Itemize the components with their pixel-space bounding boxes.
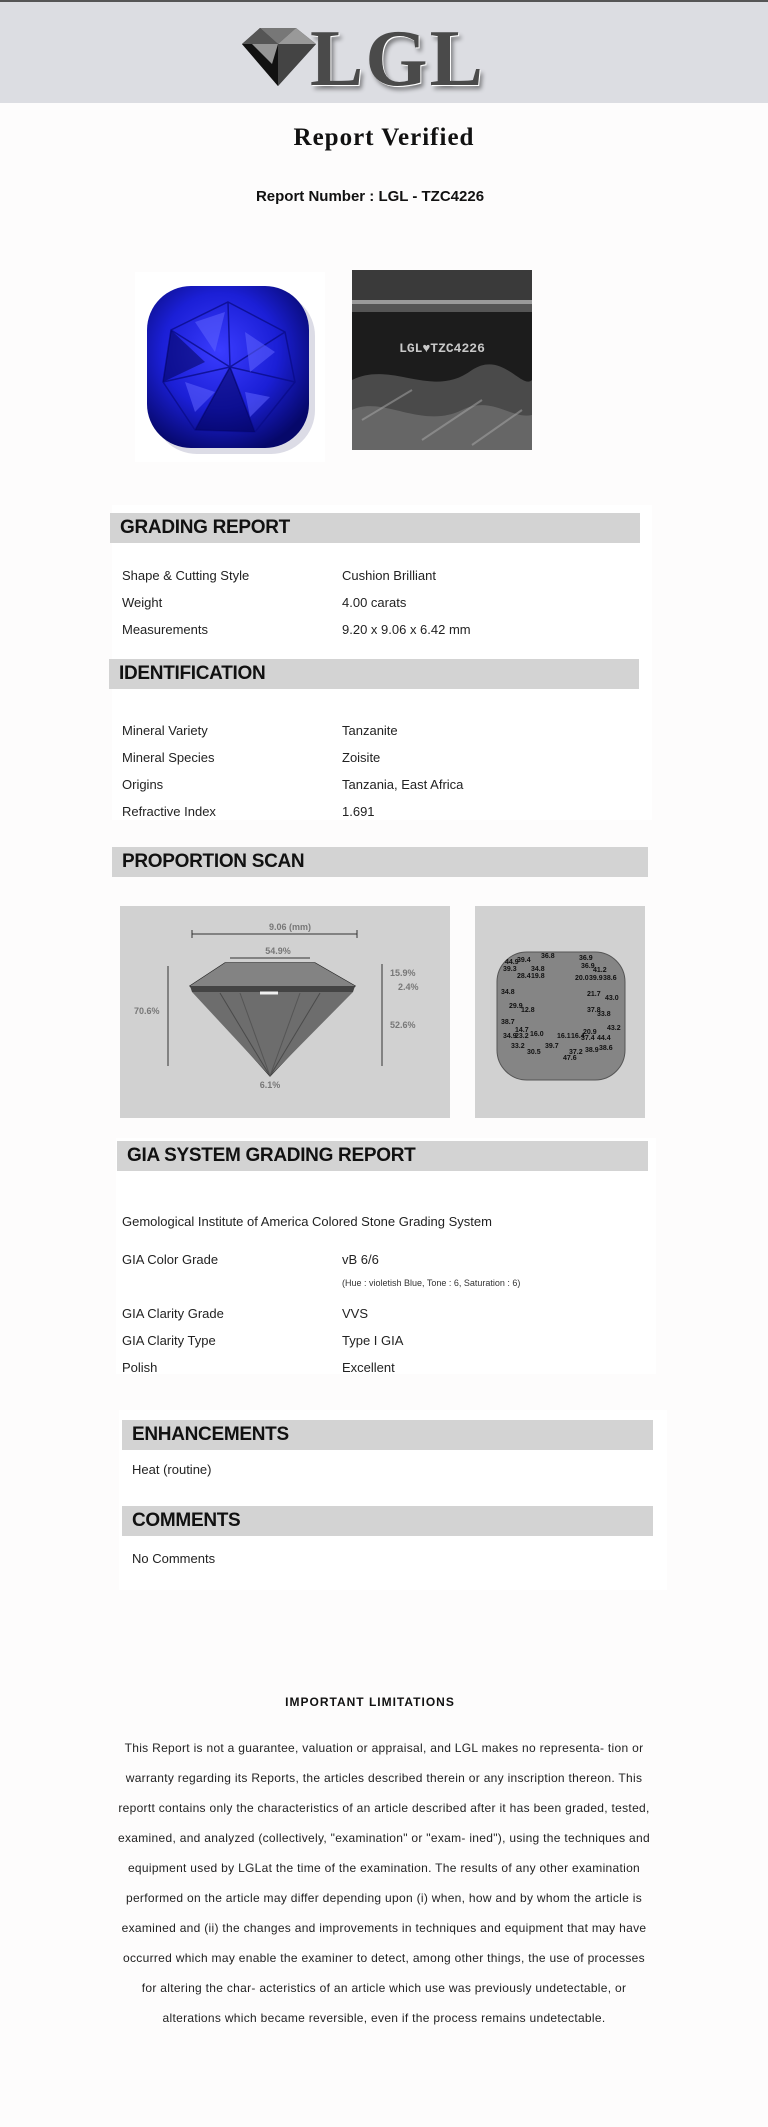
facet-reading: 43.0: [605, 995, 619, 1002]
facet-reading: 37.8: [587, 1007, 601, 1014]
limitations-text: This Report is not a guarantee, valuation or appraisal, and LGL makes no representa- tion or warranty regarding its Reports, the articles described therein or any inscription thereon. This reportt contains only the characteristics of an article described after it has been graded, tested, examined, and analyzed (collectively, "examination" or "exam- ined"), using the techniques and equipment used by LGLat the time of the examination. The results of any other examination performed on the article may differ depending upon (i) when, how and by whom the article is examined and (ii) the changes and improvements in techniques and equipment that may have occurred which may enable the examiner to detect, among other things, the use of processes for altering the char- acteristics of an article which use was previously undetectable, or alterations which became reversible, even if the process remains undetectable.: [118, 1741, 650, 2025]
origins-label: Origins: [122, 777, 164, 792]
gia-clarity-type-value: Type I GIA: [342, 1333, 404, 1348]
facet-reading: 44.9: [505, 959, 519, 966]
grading-report-heading: GRADING REPORT: [110, 513, 640, 543]
proportion-side-view: [120, 906, 450, 1118]
facet-reading: 20.9: [583, 1029, 597, 1036]
table-label: 54.9%: [265, 946, 291, 956]
facet-reading: 28.4: [517, 973, 531, 980]
identification-heading: IDENTIFICATION: [109, 659, 639, 689]
polish-label: Polish: [122, 1360, 158, 1375]
gia-color-note: (Hue : violetish Blue, Tone : 6, Saturation : 6): [342, 1278, 521, 1288]
facet-reading: 39.4: [517, 957, 531, 964]
gia-color-value: vB 6/6: [342, 1252, 379, 1267]
weight-label: Weight: [122, 595, 163, 610]
facet-reading: 36.9: [579, 955, 593, 962]
refractive-index-value: 1.691: [342, 804, 375, 819]
culet-label: 6.1%: [259, 1080, 281, 1090]
polish-value: Excellent: [342, 1360, 395, 1375]
facet-reading: 47.6: [563, 1055, 577, 1062]
refractive-index-label: Refractive Index: [122, 804, 216, 819]
facet-reading: 23.2: [515, 1033, 529, 1040]
facet-reading: 37.2: [569, 1049, 583, 1056]
facet-reading: 38.7: [501, 1019, 515, 1026]
gia-color-label: GIA Color Grade: [122, 1252, 219, 1267]
facet-reading: 20.0: [575, 975, 589, 982]
crown-label: 15.9%: [390, 968, 416, 978]
facet-reading: 39.9: [589, 975, 603, 982]
gia-clarity-type-label: GIA Clarity Type: [122, 1333, 216, 1348]
proportion-top-view: [475, 906, 645, 1118]
header-banner: [0, 2, 768, 103]
facet-reading: 41.2: [593, 967, 607, 974]
inscription-photo: [352, 270, 532, 450]
facet-reading: 34.8: [501, 989, 515, 996]
comments-heading: COMMENTS: [122, 1506, 653, 1536]
logo-text: LGL: [310, 15, 485, 103]
facet-reading: 38.9: [585, 1047, 599, 1054]
limitations-heading: IMPORTANT LIMITATIONS: [285, 1695, 455, 1709]
facet-reading: 39.3: [503, 966, 517, 973]
pavilion-label: 52.6%: [390, 1020, 416, 1030]
depth-label: 70.6%: [134, 1006, 160, 1016]
gemstone-photo: [135, 272, 325, 462]
facet-reading: 36.9: [581, 963, 595, 970]
gia-clarity-grade-label: GIA Clarity Grade: [122, 1306, 224, 1321]
facet-reading: 16.1: [557, 1033, 571, 1040]
comments-text: No Comments: [132, 1551, 216, 1566]
enhancements-text: Heat (routine): [132, 1462, 212, 1477]
mineral-variety-label: Mineral Variety: [122, 723, 208, 738]
facet-reading: 14.7: [515, 1027, 529, 1034]
origins-value: Tanzania, East Africa: [342, 777, 464, 792]
facet-reading: 30.5: [527, 1049, 541, 1056]
shape-value: Cushion Brilliant: [342, 568, 436, 583]
facet-reading: 33.2: [511, 1043, 525, 1050]
report-number: Report Number : LGL - TZC4226: [255, 188, 485, 205]
mineral-species-value: Zoisite: [342, 750, 381, 765]
facet-reading: 43.2: [607, 1025, 621, 1032]
facet-reading: 12.8: [521, 1007, 535, 1014]
shape-label: Shape & Cutting Style: [122, 568, 250, 583]
girdle-label: 2.4%: [398, 982, 419, 992]
facet-reading: 38.6: [599, 1045, 613, 1052]
facet-reading: 16.0: [530, 1031, 544, 1038]
proportion-scan-heading: PROPORTION SCAN: [112, 847, 648, 877]
width-label: 9.06 (mm): [268, 922, 312, 932]
gia-heading: GIA SYSTEM GRADING REPORT: [117, 1141, 648, 1171]
facet-reading: 33.8: [597, 1011, 611, 1018]
weight-value: 4.00 carats: [342, 595, 407, 610]
facet-reading: 29.9: [509, 1003, 523, 1010]
gia-system-text: Gemological Institute of America Colored Stone Grading System: [122, 1214, 492, 1229]
facet-reading: 38.6: [603, 975, 617, 982]
diamond-logo-icon: [232, 24, 320, 88]
enhancements-heading: ENHANCEMENTS: [122, 1420, 653, 1450]
facet-reading: 37.4: [581, 1035, 595, 1042]
measurements-value: 9.20 x 9.06 x 6.42 mm: [342, 622, 471, 637]
mineral-variety-value: Tanzanite: [342, 723, 398, 738]
facet-reading: 21.7: [587, 991, 601, 998]
page-title: Report Verified: [293, 124, 475, 151]
inscription-text: LGL♥TZC4226: [399, 341, 485, 356]
measurements-label: Measurements: [122, 622, 208, 637]
lgl-logo: [232, 15, 492, 103]
facet-reading: 34.9: [503, 1033, 517, 1040]
facet-reading: 44.4: [597, 1035, 611, 1042]
facet-reading: 34.8: [531, 966, 545, 973]
facet-reading: 19.8: [531, 973, 545, 980]
facet-reading: 36.8: [541, 953, 555, 960]
facet-reading: 39.7: [545, 1043, 559, 1050]
gia-clarity-grade-value: VVS: [342, 1306, 369, 1321]
mineral-species-label: Mineral Species: [122, 750, 215, 765]
facet-reading: 16.4: [571, 1033, 585, 1040]
